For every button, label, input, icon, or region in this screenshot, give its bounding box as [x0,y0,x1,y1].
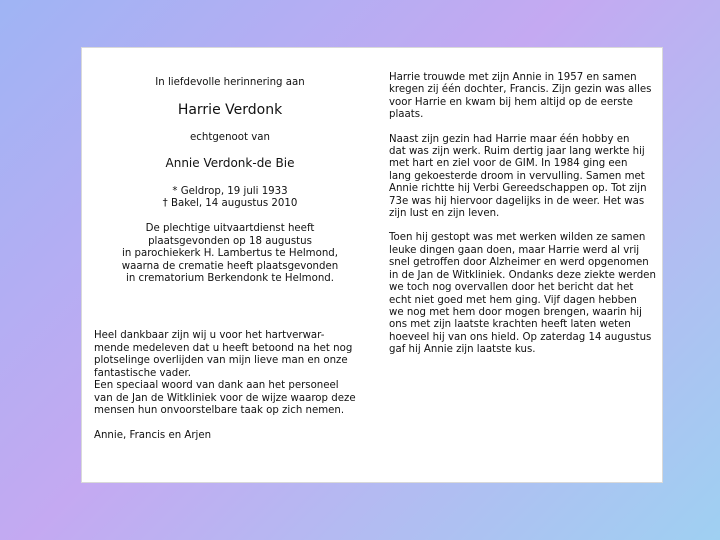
bio-line: in de Jan de Witkliniek. Ondanks deze ziekte werden [389,269,656,281]
bio-line: lang gekoesterde droom in vervulling. Samen met [389,170,645,182]
funeral-service-notice [94,223,366,285]
biography-paragraph-family [389,72,651,122]
biography-paragraph-illness [389,232,656,356]
birth-line: * Geldrop, 19 juli 1933 [172,185,288,197]
thanks-line: plotselinge overlijden van mijn lieve man en onze [94,355,348,367]
thanks-line: mensen hun onvoorstelbare taak op zich nemen. [94,404,345,416]
service-line: in parochiekerk H. Lambertus te Helmond, [121,248,339,260]
bio-line: plaats. [389,109,424,121]
bio-line: we nog met hem door mogen brengen, waarin hij [389,306,642,318]
biography-paragraph-work [389,134,651,221]
bio-line: Toen hij gestopt was met werken wilden ze samen [389,232,646,244]
thanks-line: mende medeleven dat u heeft betoond na het nog [94,342,353,354]
thanks-line: Een speciaal woord van dank aan het personeel [94,380,339,392]
right-column [389,72,656,369]
bio-line: gaf hij Annie zijn laatste kus. [389,344,536,356]
life-dates [94,186,366,211]
spouse-label: echtgenoot van [190,131,270,143]
service-line: plaatsgevonden op 18 augustus [148,235,312,247]
bio-line: hoeveel hij van ons hield. Op zaterdag 14 augustus [389,331,652,343]
memorial-card [82,48,662,482]
service-line: in crematorium Berkendonk te Helmond. [126,273,334,285]
left-column [94,72,366,443]
intro-line: In liefdevolle herinnering aan [155,77,305,88]
bio-line: Annie richtte hij Verbi Gereedschappen op. Tot zijn [389,183,647,195]
thanks-line: van de Jan de Witkliniek voor de wijze waarop deze [94,392,356,404]
bio-line: leuke dingen gaan doen, maar Harrie werd al vrij [389,244,640,256]
bio-line: voor Harrie en kwam bij hem altijd op de eerste [389,96,633,108]
service-line: De plechtige uitvaartdienst heeft [145,223,315,235]
bio-line: Harrie trouwde met zijn Annie in 1957 en samen [389,72,637,83]
bio-line: 73e was hij hiervoor dagelijks in de weer. Het was [389,195,645,207]
service-line: waarna de crematie heeft plaatsgevonden [121,260,339,272]
bio-line: kregen zij één dochter, Francis. Zijn gezin was alles [389,84,652,96]
bio-line: zijn lust en zijn leven. [389,208,500,220]
death-line: † Bakel, 14 augustus 2010 [162,198,298,210]
signature: Annie, Francis en Arjen [94,430,212,442]
bio-line: we toch nog overvallen door het bericht dat het [389,282,634,294]
thanks-line: fantastische vader. [94,367,192,379]
bio-line: snel getroffen door Alzheimer en werd opgenomen [389,257,649,269]
thank-you-note [94,330,366,417]
bio-line: met hart en ziel voor de GIM. In 1984 ging een [389,158,628,170]
spouse-name: Annie Verdonk-de Bie [165,156,295,171]
thanks-line: Heel dankbaar zijn wij u voor het hartverwar- [94,330,325,342]
deceased-name: Harrie Verdonk [177,102,283,119]
bio-line: dat was zijn werk. Ruim dertig jaar lang werkte hij [389,146,645,158]
bio-line: Naast zijn gezin had Harrie maar één hobby en [389,133,630,145]
bio-line: echt niet goed met hem ging. Vijf dagen hebben [389,294,637,306]
bio-line: ons met zijn laatste krachten heeft laten weten [389,319,631,331]
